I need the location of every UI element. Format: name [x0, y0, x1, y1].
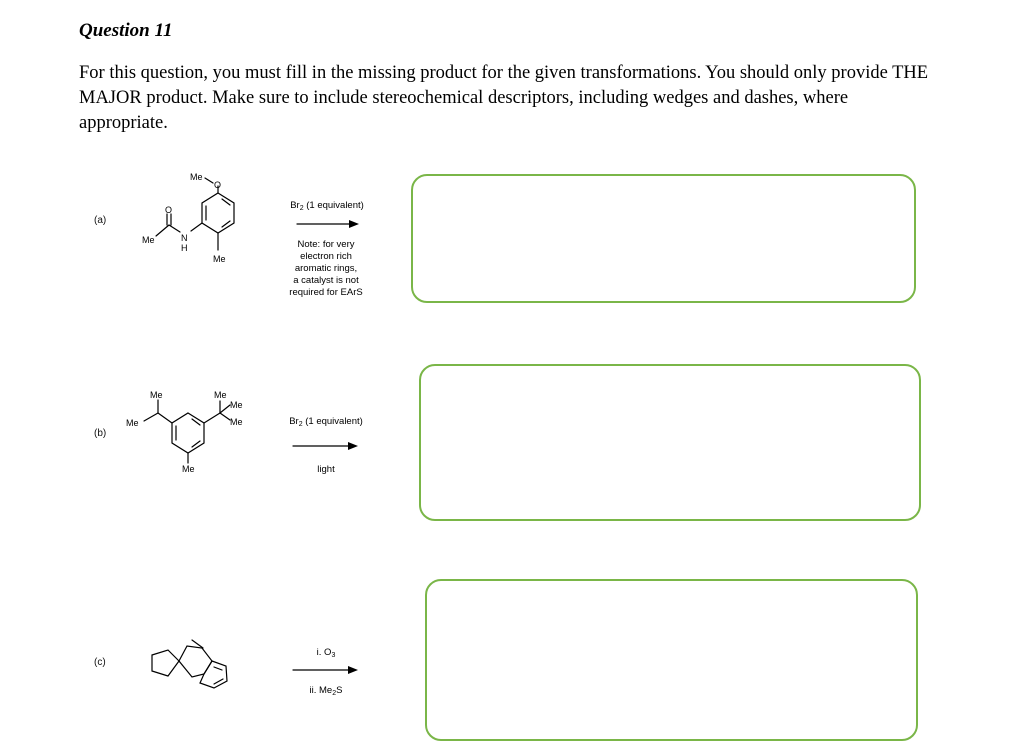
label-b-me-tbu-1: Me: [214, 390, 227, 400]
note-a-line3: aromatic rings,: [294, 263, 358, 274]
label-b-me-tbu-2: Me: [230, 400, 243, 410]
arrow-c: [293, 666, 358, 674]
label-b-me-top-left: Me: [150, 390, 163, 400]
label-a-n: N: [181, 233, 188, 243]
label-a-o-ether: O: [214, 180, 222, 190]
reagent-a-line1: $Br_2$ (1 equivalent): [290, 200, 364, 212]
label-a-o-carbonyl: O: [165, 205, 173, 215]
note-a-line4: a catalyst is not: [293, 275, 359, 286]
part-b-label: (b): [94, 428, 107, 439]
part-c-structure: [152, 640, 227, 688]
question-title: Question 11: [79, 20, 173, 41]
arrow-b: [293, 442, 358, 450]
arrow-a: [297, 220, 359, 228]
reagent-c-line1: i. $O_3$: [316, 647, 336, 659]
answer-box-c[interactable]: [425, 579, 918, 741]
answer-box-a[interactable]: [411, 174, 916, 303]
reagent-b-line2: light: [317, 464, 335, 475]
label-a-h: H: [181, 243, 188, 253]
part-c-label: (c): [94, 657, 106, 668]
question-prompt: For this question, you must fill in the missing product for the given transformations. You should only provide THE MAJOR product. Make sure to include stereochemical descriptors, including wedges and dashes, where appropriate.: [79, 63, 929, 133]
answer-box-b[interactable]: [419, 364, 921, 521]
note-a-line1: Note: for very: [297, 239, 355, 250]
reagent-c-line2: ii. $Me_2S$: [309, 685, 343, 697]
reagent-b-line1: $Br_2$ (1 equivalent): [289, 416, 363, 428]
label-b-me-tbu-3: Me: [230, 417, 243, 427]
label-a-me-methoxy: Me: [190, 172, 203, 182]
part-b-structure: [144, 400, 230, 463]
label-a-me-acyl: Me: [142, 235, 155, 245]
note-a-line2: electron rich: [300, 251, 352, 262]
label-a-me-ring: Me: [213, 254, 226, 264]
part-a-label: (a): [94, 215, 107, 226]
label-b-me-bottom: Me: [182, 464, 195, 474]
note-a-line5: required for EArS: [289, 287, 363, 298]
label-b-me-isopropyl: Me: [126, 418, 139, 428]
